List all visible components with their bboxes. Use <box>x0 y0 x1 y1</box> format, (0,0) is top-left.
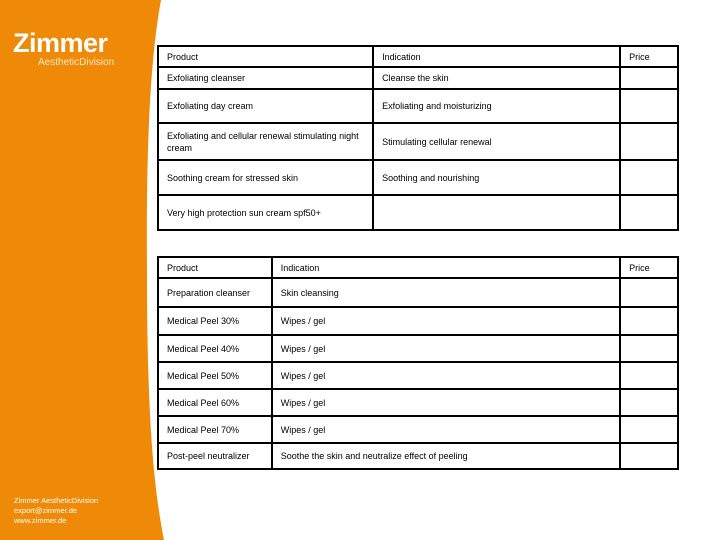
footer-company: Zimmer AestheticDivision <box>14 496 99 505</box>
cell-product: Post-peel neutralizer <box>158 443 272 469</box>
cell-price <box>620 335 678 362</box>
cell-indication: Wipes / gel <box>272 416 620 443</box>
table-row <box>158 67 678 89</box>
table-row <box>158 89 678 123</box>
footer-email[interactable]: export@zimmer.de <box>14 506 78 515</box>
cell-product: Medical Peel 70% <box>158 416 272 443</box>
skincare-price-table <box>157 45 679 231</box>
header-indication: Indication <box>272 257 620 278</box>
footer-website[interactable]: www.zimmer.de <box>14 516 67 525</box>
cell-product: Soothing cream for stressed skin <box>158 160 373 195</box>
cell-product: Preparation cleanser <box>158 278 272 307</box>
header-price: Price <box>620 46 678 67</box>
cell-price <box>620 160 678 195</box>
cell-price <box>620 307 678 335</box>
logo-division: AestheticDivision <box>38 57 115 68</box>
cell-price <box>620 67 678 89</box>
zimmer-logo <box>13 28 115 68</box>
cell-product: Exfoliating day cream <box>158 89 373 123</box>
header-indication: Indication <box>373 46 620 67</box>
header-price: Price <box>620 257 678 278</box>
table-header-row <box>158 46 678 67</box>
cell-indication: Soothing and nourishing <box>373 160 620 195</box>
cell-price <box>620 123 678 160</box>
cell-indication: Soothe the skin and neutralize effect of peeling <box>272 443 620 469</box>
cell-product: Very high protection sun cream spf50+ <box>158 195 373 230</box>
logo-wordmark: Zimmer <box>13 28 108 58</box>
cell-price <box>620 195 678 230</box>
cell-price <box>620 443 678 469</box>
cell-indication: Exfoliating and moisturizing <box>373 89 620 123</box>
cell-indication: Wipes / gel <box>272 307 620 335</box>
cell-product: Medical Peel 30% <box>158 307 272 335</box>
table-header-row <box>158 257 678 278</box>
cell-indication: Wipes / gel <box>272 335 620 362</box>
cell-price <box>620 389 678 416</box>
table-row <box>158 362 678 389</box>
table-row <box>158 160 678 195</box>
peel-price-table <box>157 256 679 470</box>
table-row <box>158 195 678 230</box>
cell-indication: Stimulating cellular renewal <box>373 123 620 160</box>
cell-price <box>620 278 678 307</box>
cell-indication: Skin cleansing <box>272 278 620 307</box>
cell-indication: Wipes / gel <box>272 362 620 389</box>
cell-product: Medical Peel 50% <box>158 362 272 389</box>
table-row <box>158 307 678 335</box>
cell-product: Exfoliating cleanser <box>158 67 373 89</box>
cell-indication: Cleanse the skin <box>373 67 620 89</box>
cell-price <box>620 89 678 123</box>
cell-indication: Wipes / gel <box>272 389 620 416</box>
cell-product: Medical Peel 60% <box>158 389 272 416</box>
table-row <box>158 443 678 469</box>
cell-price <box>620 362 678 389</box>
cell-product: Exfoliating and cellular renewal stimulating night cream <box>158 123 373 160</box>
header-product: Product <box>158 46 373 67</box>
table-row <box>158 278 678 307</box>
orange-side-band <box>0 0 170 540</box>
table-row <box>158 389 678 416</box>
cell-product: Medical Peel 40% <box>158 335 272 362</box>
cell-price <box>620 416 678 443</box>
footer-contact <box>14 496 98 526</box>
cell-indication <box>373 195 620 230</box>
table-row <box>158 123 678 160</box>
table-row <box>158 335 678 362</box>
header-product: Product <box>158 257 272 278</box>
table-row <box>158 416 678 443</box>
